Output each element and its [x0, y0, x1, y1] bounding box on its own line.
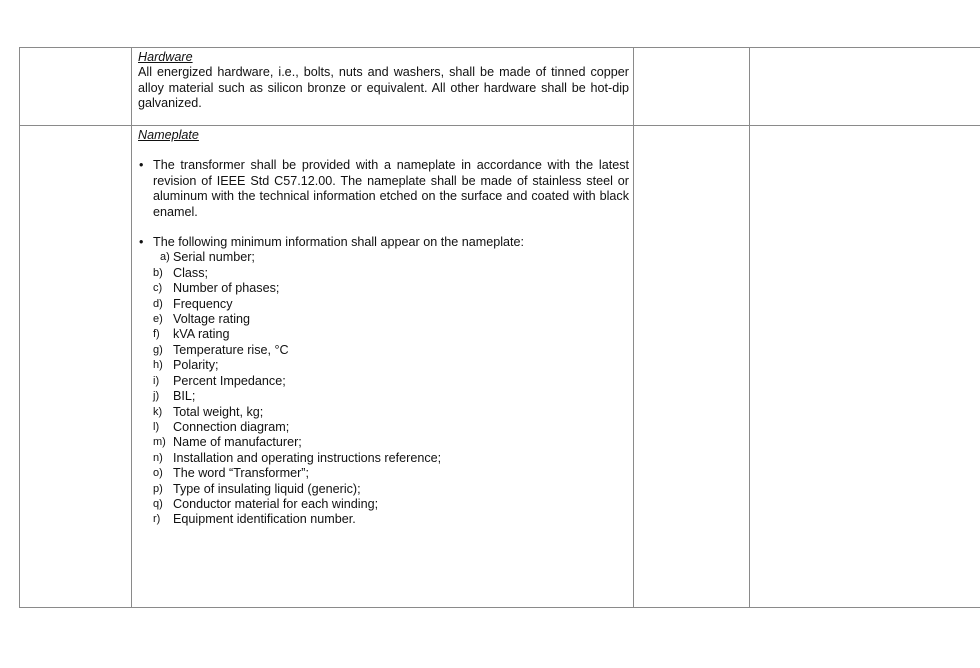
list-item: [153, 512, 629, 527]
list-marker: l): [153, 420, 160, 433]
hardware-item-cell: [20, 48, 132, 126]
nameplate-bullet-material: [138, 158, 629, 220]
list-item: [153, 451, 629, 466]
list-marker: d): [153, 297, 163, 310]
list-item: [153, 466, 629, 481]
bullet-text: • The following minimum information shall appear on the nameplate:: [153, 235, 525, 250]
hardware-text: All energized hardware, i.e., bolts, nuts and washers, shall be made of tinned copper alloy material such as silicon bronze or equivalent. All other hardware shall be hot-dip galvanized.: [138, 65, 629, 111]
list-marker: f): [153, 328, 160, 341]
bullet-text: • The transformer shall be provided with a nameplate in accordance with the latest revision of IEEE Std C57.12.00. The nameplate shall be made of stainless steel or aluminum with the technical information etched on the surface and coated with black enamel.: [153, 158, 629, 219]
list-item-text: Frequency: [173, 296, 233, 311]
list-item: [153, 266, 629, 281]
list-marker: p): [153, 482, 163, 495]
list-item-text: Installation and operating instructions reference;: [173, 450, 442, 465]
nameplate-bullet-list: [138, 158, 629, 527]
list-marker: b): [153, 266, 163, 279]
hardware-requirement-cell: [132, 48, 634, 126]
list-item: [153, 343, 629, 358]
list-item: [153, 420, 629, 435]
hardware-title: Hardware: [138, 50, 193, 64]
list-marker: h): [153, 359, 163, 372]
list-item: [153, 435, 629, 450]
list-marker: a): [160, 251, 170, 264]
list-item: [153, 327, 629, 342]
list-item: [153, 281, 629, 296]
list-item: [153, 358, 629, 373]
list-item: [153, 297, 629, 312]
nameplate-remarks-cell: [750, 126, 980, 608]
list-item: [153, 312, 629, 327]
list-item: [153, 250, 629, 265]
list-item-text: Name of manufacturer;: [173, 435, 302, 450]
list-item-text: Conductor material for each winding;: [173, 496, 379, 511]
list-item: [153, 497, 629, 512]
list-marker: r): [153, 513, 161, 526]
list-item-text: Temperature rise, °C: [173, 342, 289, 357]
nameplate-row: [20, 126, 980, 608]
nameplate-requirement-cell: [132, 126, 634, 608]
list-item-text: Number of phases;: [173, 281, 280, 296]
list-marker: c): [153, 282, 163, 295]
nameplate-item-cell: [20, 126, 132, 608]
list-marker: e): [153, 313, 163, 326]
list-item: [153, 405, 629, 420]
list-marker: i): [153, 374, 160, 387]
list-marker: g): [153, 343, 163, 356]
list-marker: k): [153, 405, 163, 418]
list-item-text: BIL;: [173, 389, 196, 404]
list-item-text: Polarity;: [173, 358, 219, 373]
list-item-text: Total weight, kg;: [173, 404, 264, 419]
hardware-row: [20, 48, 980, 126]
list-item: [153, 482, 629, 497]
list-marker: o): [153, 467, 163, 480]
nameplate-bullet-information: [138, 235, 629, 528]
list-item-text: Voltage rating: [173, 312, 251, 327]
list-item: [153, 374, 629, 389]
list-item-text: Serial number;: [173, 250, 255, 265]
list-item-text: The word “Transformer”;: [173, 466, 309, 481]
list-item: [153, 389, 629, 404]
list-item-text: Percent Impedance;: [173, 373, 286, 388]
nameplate-information-list: [153, 250, 629, 527]
list-marker: m): [153, 436, 166, 449]
list-item-text: Connection diagram;: [173, 419, 290, 434]
list-item-text: Equipment identification number.: [173, 512, 356, 527]
list-item-text: Type of insulating liquid (generic);: [173, 481, 361, 496]
nameplate-title: Nameplate: [138, 128, 199, 142]
list-marker: n): [153, 451, 163, 464]
list-marker: q): [153, 497, 163, 510]
hardware-compliance-cell: [634, 48, 750, 126]
nameplate-compliance-cell: [634, 126, 750, 608]
specification-table: [19, 47, 980, 608]
list-item-text: kVA rating: [173, 327, 230, 342]
list-marker: j): [153, 390, 160, 403]
hardware-remarks-cell: [750, 48, 980, 126]
list-item-text: Class;: [173, 265, 208, 280]
